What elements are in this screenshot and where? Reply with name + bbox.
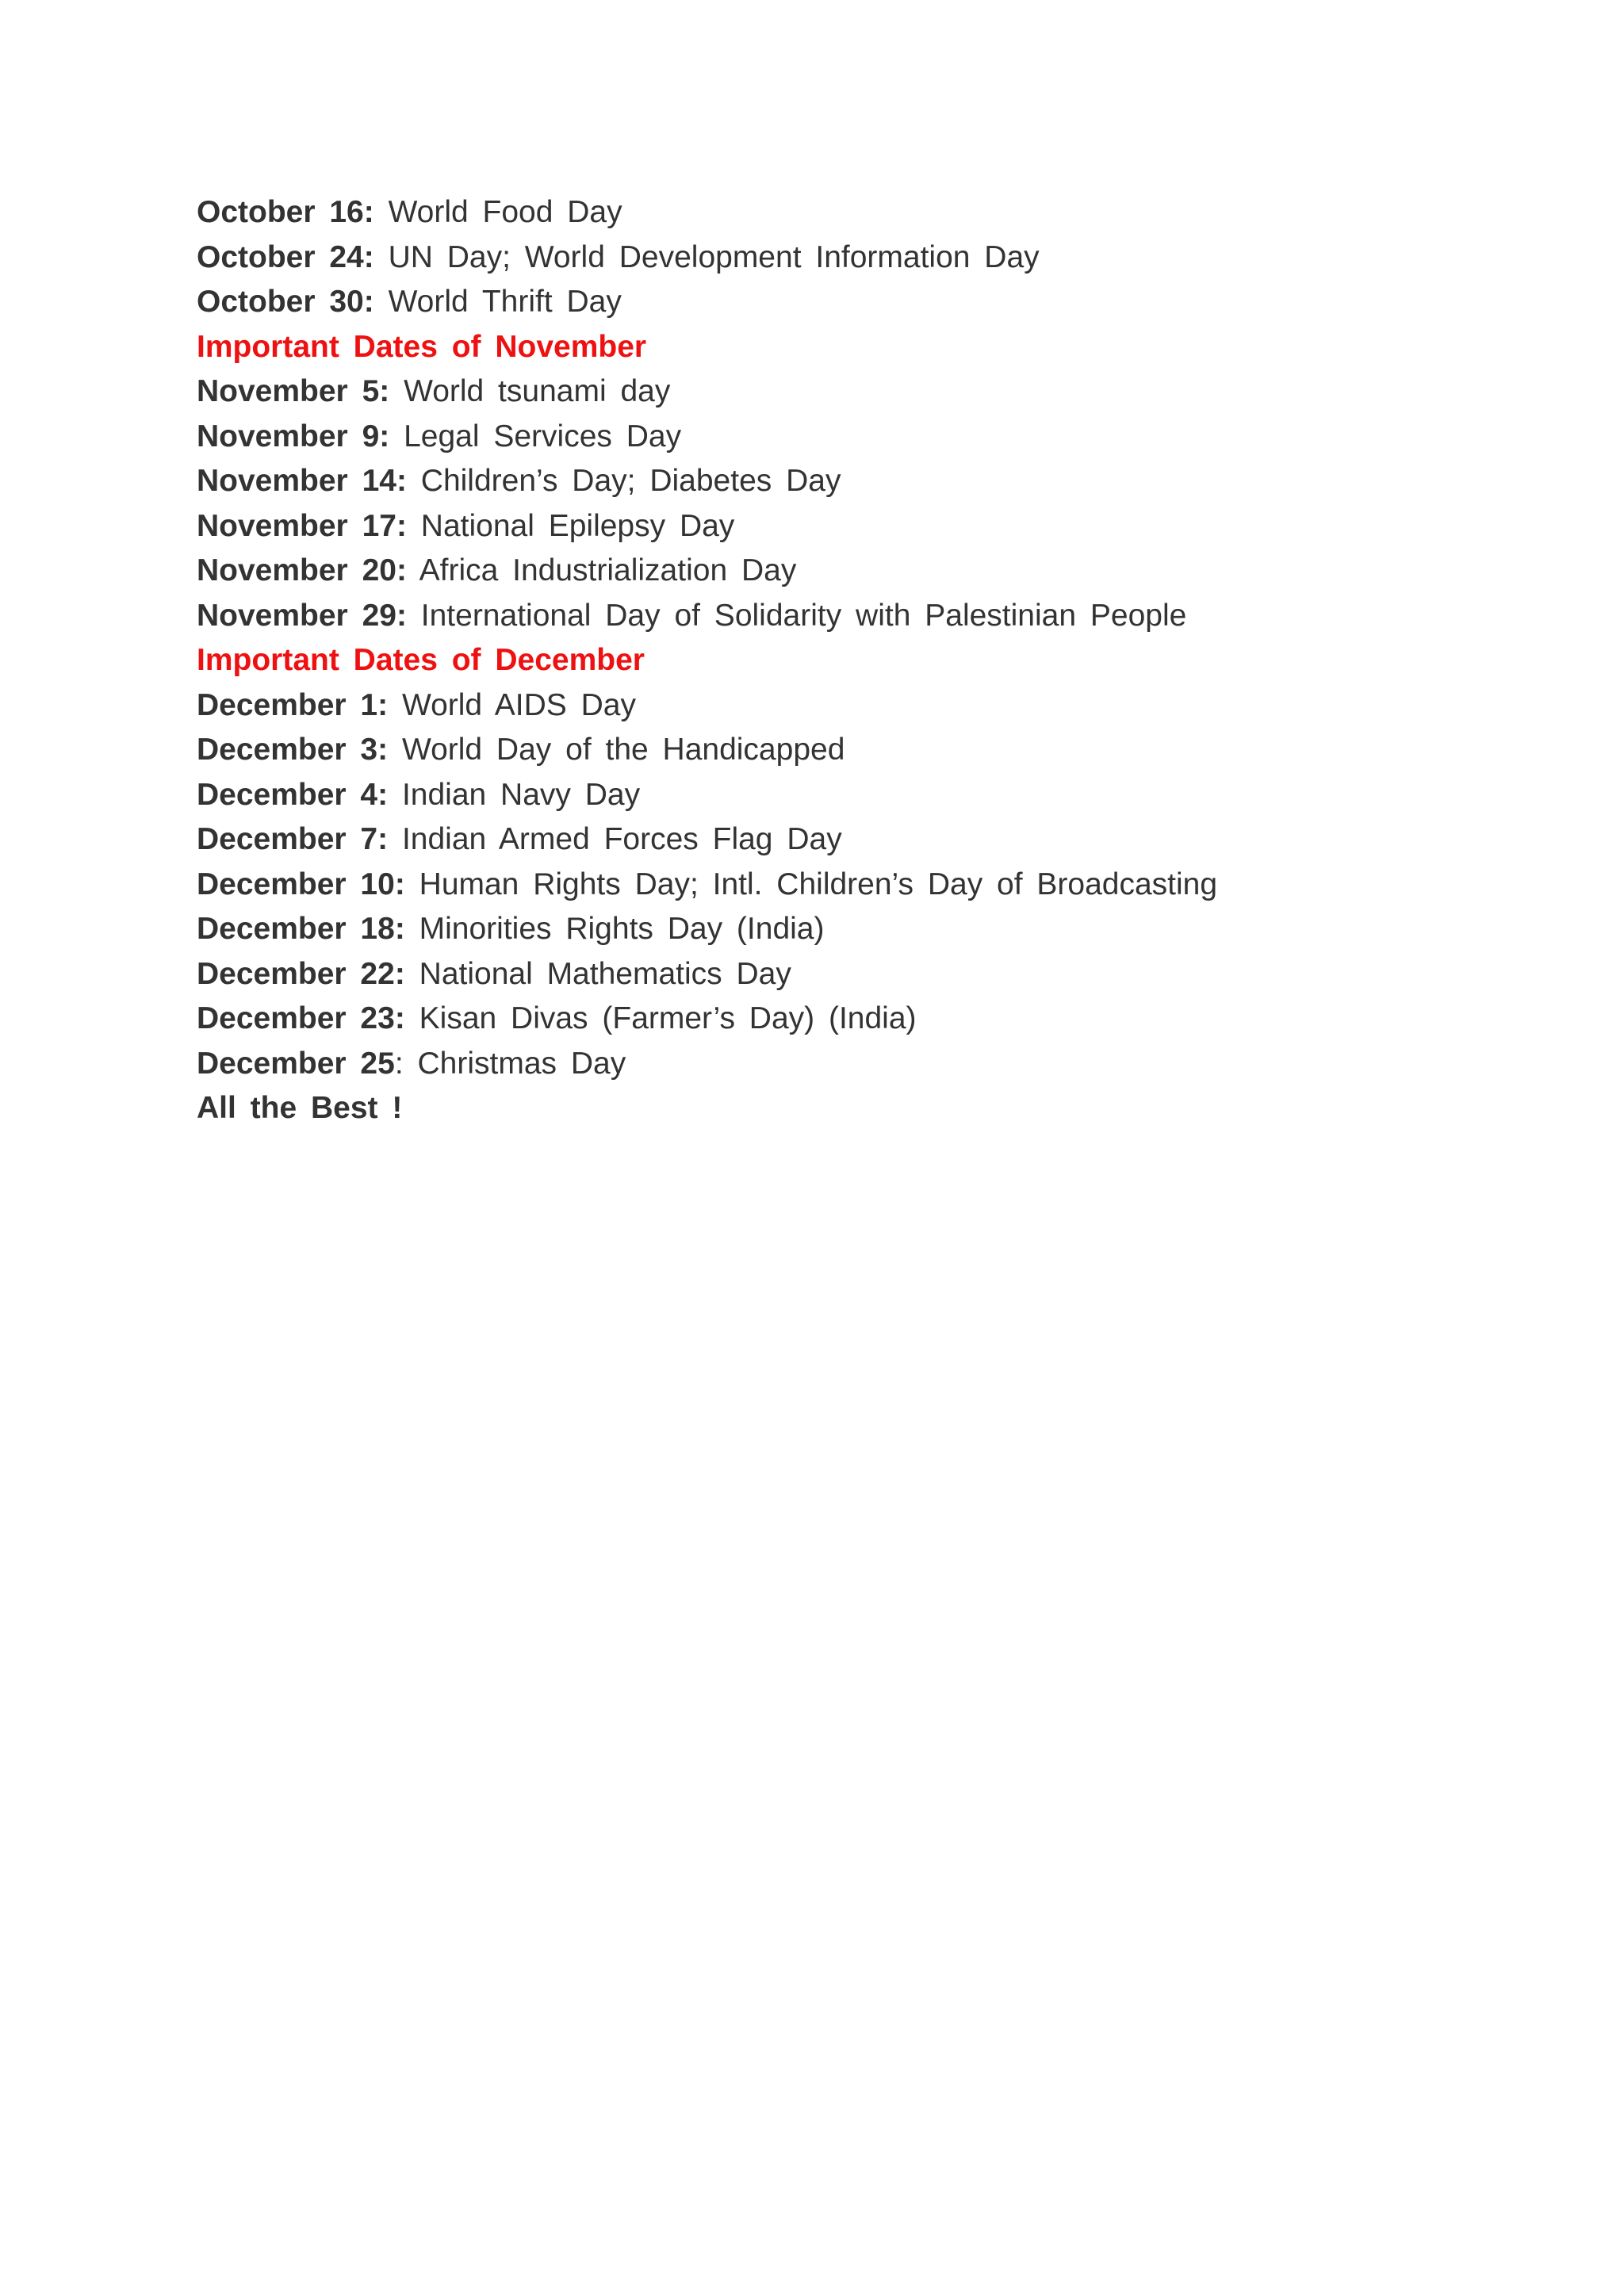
date-label: December 10:	[197, 867, 405, 901]
section-heading-december: Important Dates of December	[197, 643, 645, 677]
section-heading-november: Important Dates of November	[197, 329, 647, 364]
list-item-november-17	[197, 504, 1505, 549]
event-text: World AIDS Day	[388, 687, 636, 722]
dates-list	[197, 190, 1505, 1131]
list-item-december-3	[197, 728, 1505, 773]
list-item-december-22	[197, 952, 1505, 997]
date-label: December 7:	[197, 822, 389, 856]
event-text: Indian Navy Day	[388, 777, 641, 812]
list-item-november-14	[197, 459, 1505, 504]
list-item-december-18	[197, 907, 1505, 952]
date-label: October 16:	[197, 195, 374, 229]
event-text: National Epilepsy Day	[406, 508, 735, 543]
list-item-december-4	[197, 773, 1505, 818]
list-item-october-30	[197, 280, 1505, 325]
date-label: December 25	[197, 1046, 395, 1081]
list-item-november-5	[197, 369, 1505, 415]
event-text: : Christmas Day	[394, 1046, 626, 1081]
event-text: World tsunami day	[389, 374, 671, 408]
list-item-october-24	[197, 235, 1505, 281]
event-text: Africa Industrialization Day	[406, 553, 797, 587]
event-text: Legal Services Day	[389, 419, 682, 453]
list-item-november-9	[197, 415, 1505, 460]
event-text: World Thrift Day	[373, 285, 622, 319]
closing-text: All the Best !	[197, 1091, 403, 1125]
event-text: World Food Day	[373, 195, 622, 229]
event-text: Indian Armed Forces Flag Day	[388, 822, 842, 856]
list-item-december-23	[197, 997, 1505, 1042]
date-label: November 17:	[197, 508, 407, 543]
list-item-november-29	[197, 594, 1505, 639]
date-label: November 14:	[197, 464, 407, 498]
list-item-december-10	[197, 863, 1505, 908]
date-label: November 9:	[197, 419, 390, 453]
date-label: December 1:	[197, 687, 389, 722]
date-label: November 5:	[197, 374, 390, 408]
date-label: December 4:	[197, 777, 389, 812]
date-label: December 23:	[197, 1001, 405, 1035]
date-label: November 29:	[197, 598, 407, 633]
list-item-november-20	[197, 549, 1505, 594]
list-item-december-7	[197, 817, 1505, 863]
event-text: Human Rights Day; Intl. Children’s Day of Broadcasting	[404, 867, 1218, 901]
event-text: Children’s Day; Diabetes Day	[406, 464, 841, 498]
event-text: UN Day; World Development Information Day	[373, 239, 1040, 274]
event-text: Kisan Divas (Farmer’s Day) (India)	[404, 1001, 917, 1035]
list-item-december-1	[197, 683, 1505, 729]
event-text: National Mathematics Day	[404, 956, 791, 991]
event-text: International Day of Solidarity with Palestinian People	[406, 598, 1187, 633]
date-label: December 3:	[197, 733, 389, 767]
date-label: October 30:	[197, 285, 374, 319]
list-item-december-25	[197, 1042, 1505, 1087]
event-text: World Day of the Handicapped	[388, 733, 845, 767]
date-label: December 22:	[197, 956, 405, 991]
date-label: December 18:	[197, 912, 405, 946]
list-item-october-16	[197, 190, 1505, 235]
date-label: October 24:	[197, 239, 374, 274]
date-label: November 20:	[197, 553, 407, 587]
event-text: Minorities Rights Day (India)	[404, 912, 825, 946]
